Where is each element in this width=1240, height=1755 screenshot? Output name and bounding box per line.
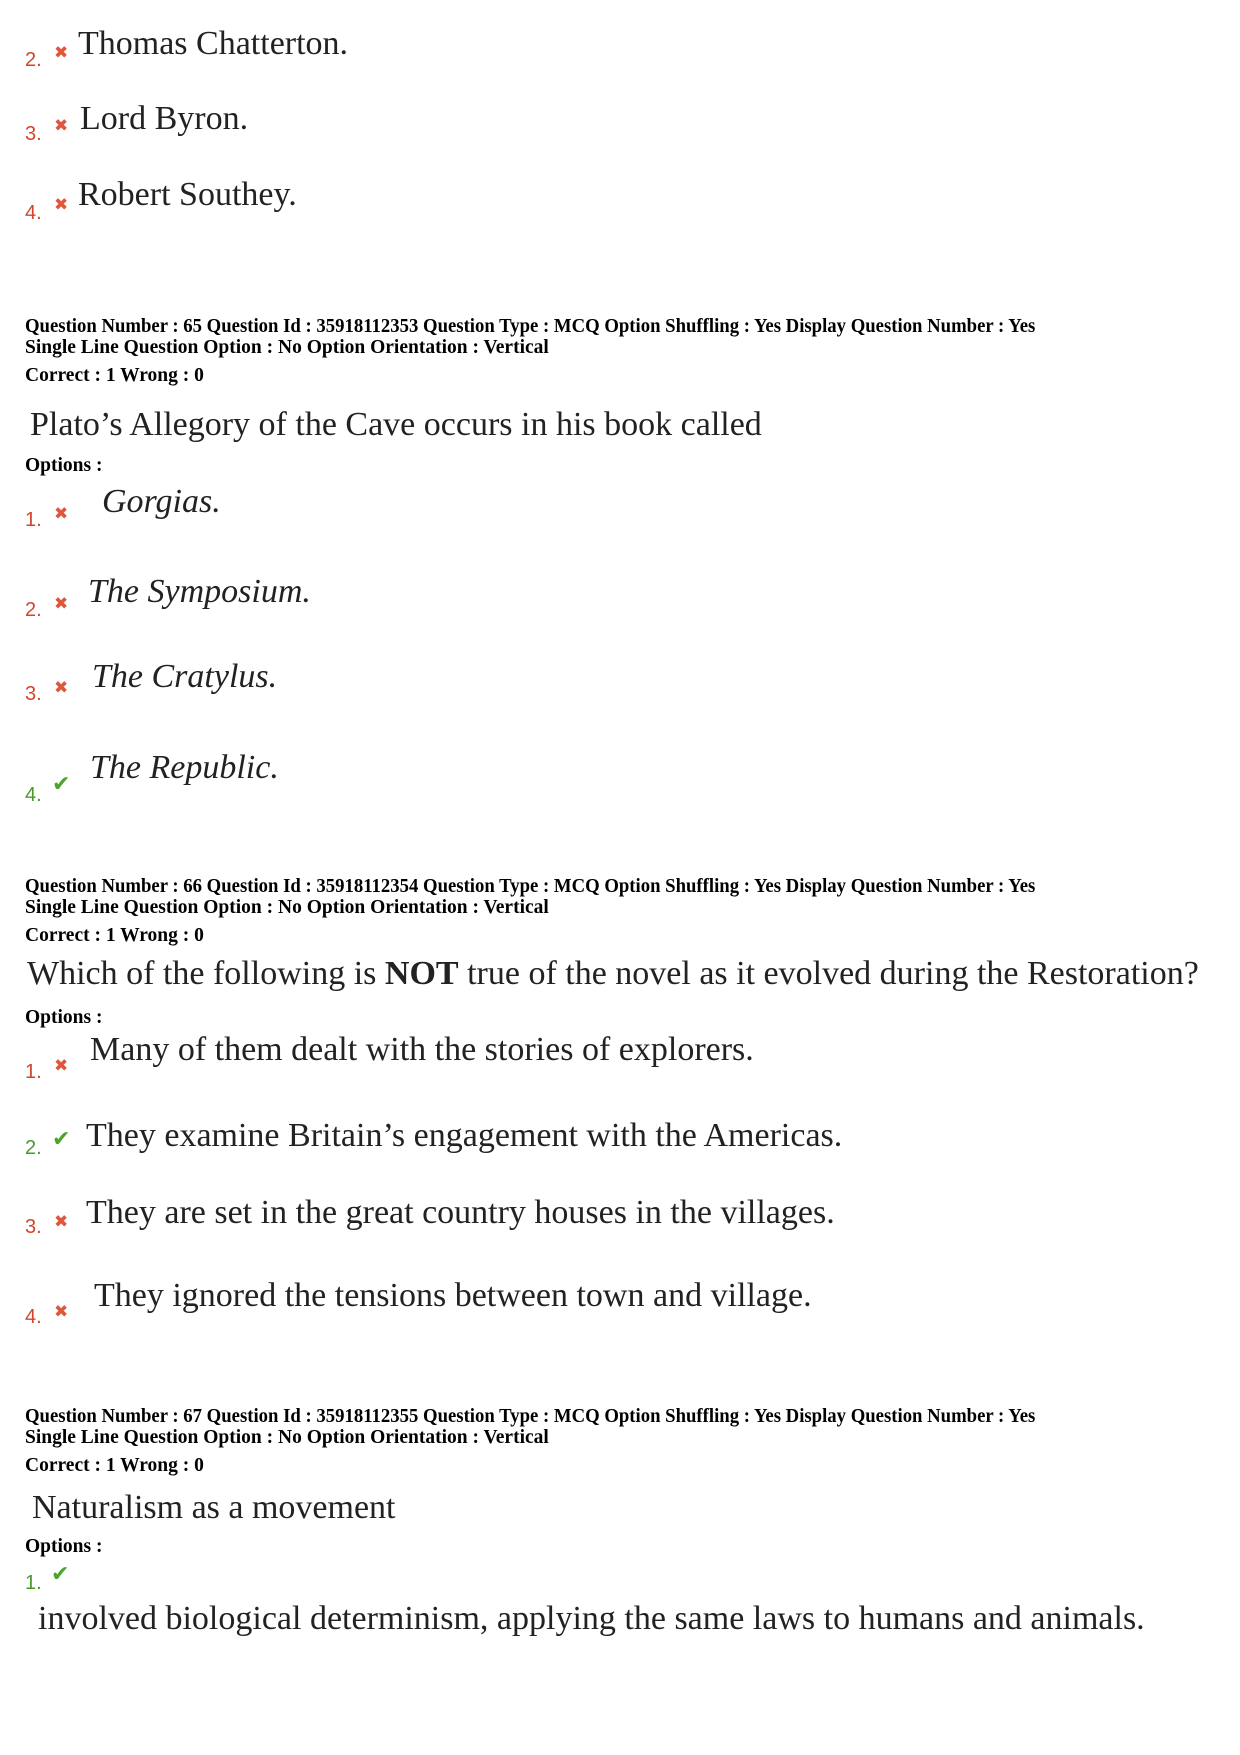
option-text: Many of them dealt with the stories of explorers. — [90, 1031, 754, 1068]
option-text: involved biological determinism, applying the same laws to humans and animals. — [38, 1600, 1145, 1637]
option-number: 4. — [25, 1306, 42, 1328]
cross-icon: ✖ — [54, 594, 69, 614]
question-text: Plato’s Allegory of the Cave occurs in his book called — [30, 406, 762, 443]
check-icon: ✔ — [52, 772, 71, 797]
option-text: The Republic. — [90, 749, 279, 786]
option-text: Gorgias. — [102, 483, 221, 520]
option-number: 4. — [25, 202, 42, 224]
question-score: Correct : 1 Wrong : 0 — [25, 1455, 204, 1476]
cross-icon: ✖ — [54, 1302, 69, 1322]
question-meta-line1: Question Number : 66 Question Id : 35918112354 Question Type : MCQ Option Shuffling : Yes Display Question Number : Yes — [25, 876, 1036, 897]
option-text: The Symposium. — [88, 573, 311, 610]
option-number: 4. — [25, 784, 42, 806]
option-text: Thomas Chatterton. — [78, 25, 349, 62]
question-meta-line1: Question Number : 67 Question Id : 35918112355 Question Type : MCQ Option Shuffling : Yes Display Question Number : Yes — [25, 1406, 1036, 1427]
check-icon: ✔ — [52, 1127, 71, 1152]
option-number: 2. — [25, 49, 42, 71]
question-text-after: true of the novel as it evolved during the Restoration? — [458, 955, 1199, 992]
cross-icon: ✖ — [54, 1212, 69, 1232]
cross-icon: ✖ — [54, 1056, 69, 1076]
question-text: Naturalism as a movement — [32, 1489, 396, 1526]
question-meta-line2: Single Line Question Option : No Option Orientation : Vertical — [25, 1427, 549, 1448]
options-label: Options : — [25, 1536, 103, 1557]
cross-icon: ✖ — [54, 504, 69, 524]
question-meta-line1: Question Number : 65 Question Id : 35918112353 Question Type : MCQ Option Shuffling : Yes Display Question Number : Yes — [25, 316, 1036, 337]
cross-icon: ✖ — [54, 116, 69, 136]
option-text: They examine Britain’s engagement with the Americas. — [86, 1117, 843, 1154]
option-number: 3. — [25, 683, 42, 705]
check-icon: ✔ — [51, 1562, 70, 1587]
option-text: They ignored the tensions between town and village. — [94, 1277, 812, 1314]
option-number: 1. — [25, 1061, 42, 1083]
cross-icon: ✖ — [54, 43, 69, 63]
cross-icon: ✖ — [54, 678, 69, 698]
options-label: Options : — [25, 455, 103, 476]
question-text-bold: NOT — [384, 955, 459, 992]
question-meta-line2: Single Line Question Option : No Option Orientation : Vertical — [25, 337, 549, 358]
option-number: 3. — [25, 123, 42, 145]
option-text: Lord Byron. — [80, 100, 249, 137]
option-number: 2. — [25, 599, 42, 621]
question-meta-line2: Single Line Question Option : No Option Orientation : Vertical — [25, 897, 549, 918]
options-label: Options : — [25, 1007, 103, 1028]
cross-icon: ✖ — [54, 195, 69, 215]
option-number: 2. — [25, 1137, 42, 1159]
option-text: The Cratylus. — [92, 658, 278, 695]
option-text: Robert Southey. — [78, 176, 297, 213]
option-number: 1. — [25, 509, 42, 531]
option-text: They are set in the great country houses in the villages. — [86, 1194, 835, 1231]
question-text-before: Which of the following is — [27, 955, 385, 992]
option-number: 3. — [25, 1216, 42, 1238]
option-number: 1. — [25, 1572, 42, 1594]
question-score: Correct : 1 Wrong : 0 — [25, 365, 204, 386]
question-score: Correct : 1 Wrong : 0 — [25, 925, 204, 946]
question-text — [27, 954, 1199, 994]
